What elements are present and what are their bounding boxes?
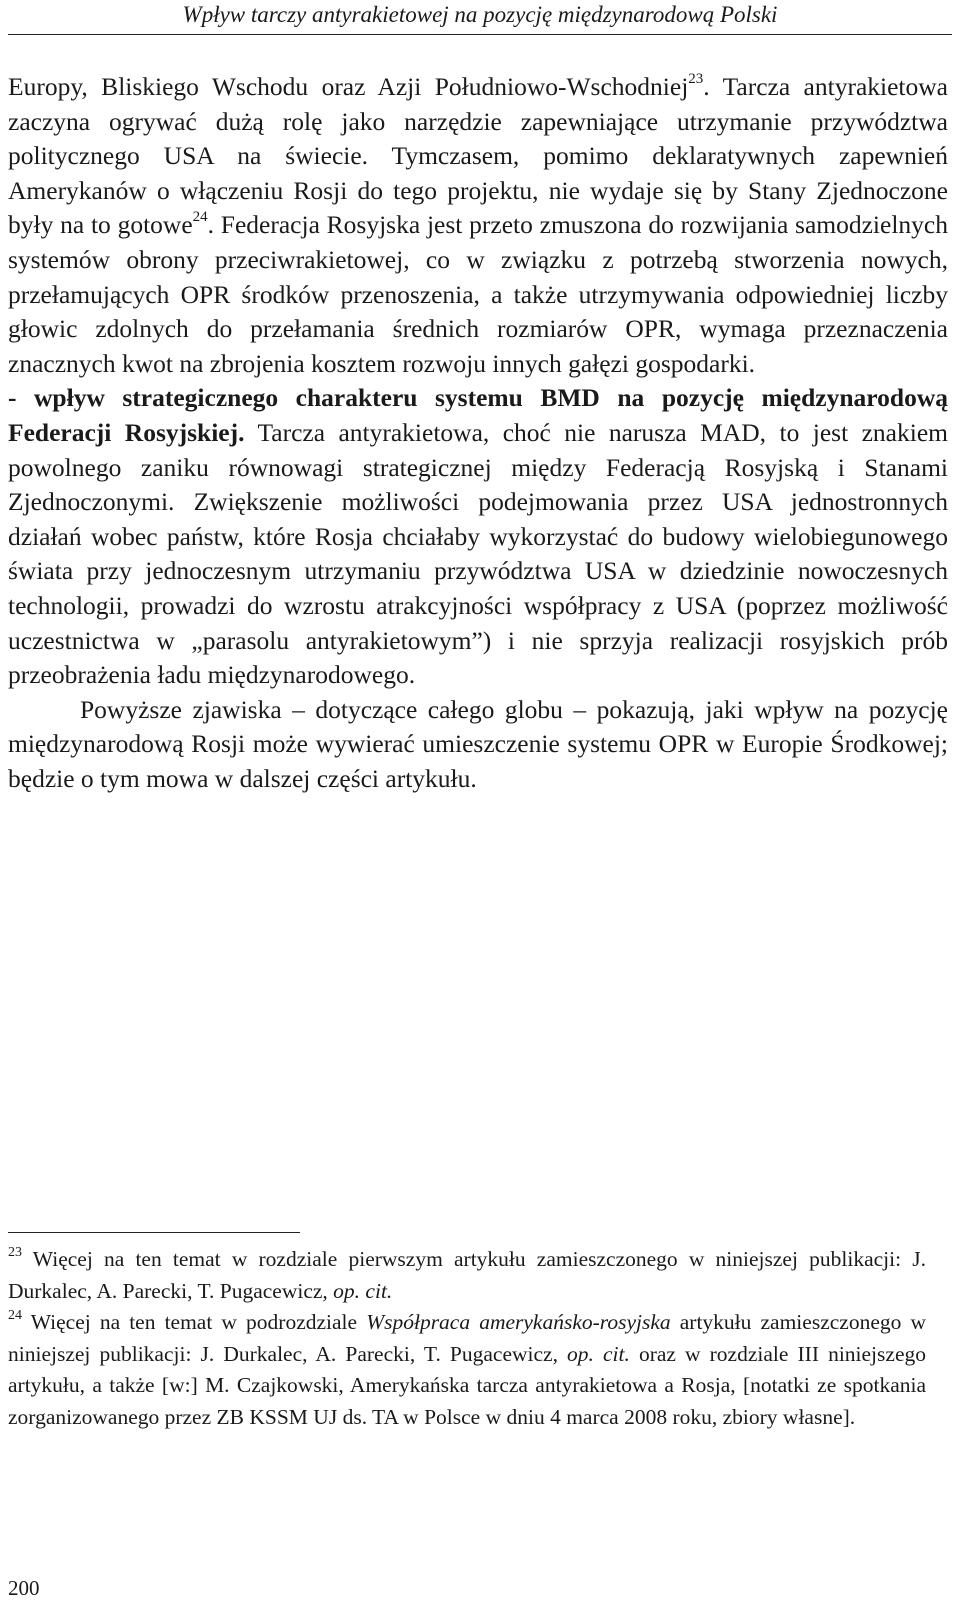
paragraph-2-bold-heading: - wpływ strategicznego charakteru systemu BMD na pozycję międzynarodową Federacji Rosyjskiej. [8,383,948,447]
footnote-number: 24 [8,1308,22,1324]
paragraph-2-text: Tarcza antyrakietowa, choć nie narusza MAD, to jest znakiem powolnego zaniku równowagi strategicznej między Federacją Rosyjską i Stanami Zjednoczonymi. Zwiększenie możliwości podejmowania przez USA jednostronnych działań wobec państw, które Rosja chciałaby wykorzystać do budowy wielobiegunowego świata przy jednoczesnym utrzymaniu przywództwa USA w dziedzinie nowoczesnych technologii, prowadzi do wzrostu atrakcyjności współpracy z USA (poprzez możliwość uczestnictwa w „parasolu antyrakietowym”) i nie sprzyja realizacji rosyjskich prób przeobrażenia ładu międzynarodowego. [8,417,948,690]
footnote-24-text-c: oraz w rozdziale III niniejszego artykułu, a także [w:] M. Czajkowski, Amerykańska tarcza antyrakietowa a Rosja, [notatki ze spotkania zorganizowanego przez ZB KSSM UJ ds. TA w Polsce w dniu 4 marca 2008 roku, zbiory własne]. [8,1341,926,1429]
footnote-ref-23: 23 [688,71,704,87]
running-header-title: Wpływ tarczy antyrakietowej na pozycję międzynarodową Polski [182,2,778,27]
footnote-ref-24: 24 [192,209,208,226]
footnote-number: 23 [8,1245,22,1260]
footnote-24 [8,1307,926,1433]
footnote-23-citation: op. cit. [333,1278,393,1303]
paragraph-1-text-c: . Federacja Rosyjska jest przeto zmuszona do rozwijania samodzielnych systemów obrony przeciwrakietowej, co w związku z potrzebą stworzenia nowych, przełamujących OPR środków przenoszenia, a także utrzymywania odpowiedniej liczby głowic zdolnych do przełamania średnich rozmiarów OPR, wymaga przeznaczenia znacznych kwot na zbrojenia kosztem rozwoju innych gałęzi gospodarki. [8,210,948,378]
paragraph-2 [8,381,948,692]
footnote-24-text-b: artykułu zamieszczonego w niniejszej publikacji: J. Durkalec, A. Parecki, T. Pugacewicz, [8,1310,926,1366]
paragraph-1-text-a: Europy, Bliskiego Wschodu oraz Azji Południowo-Wschodniej [8,72,689,101]
paragraph-1-text-b: . Tarcza antyrakietowa zaczyna ogrywać dużą rolę jako narzędzie zapewniające utrzymanie przywództwa politycznego USA na świecie. Tymczasem, pomimo deklaratywnych zapewnień Amerykanów o włączeniu Rosji do tego projektu, nie wydaje się by Stany Zjednoczone były na to gotowe [8,72,948,240]
paragraph-3: Powyższe zjawiska – dotyczące całego globu – pokazują, jaki wpływ na pozycję międzynarodową Rosji może wywierać umieszczenie systemu OPR w Europie Środkowej; będzie o tym mowa w dalszej części artykułu. [8,694,948,793]
paragraph-1 [8,70,948,381]
footnote-separator [8,1232,300,1233]
footnote-23-text: Więcej na ten temat w rozdziale pierwszym artykułu zamieszczonego w niniejszej publikacji: J. Durkalec, A. Parecki, T. Pugacewicz, [8,1247,926,1303]
footnote-24-text-a: Więcej na ten temat w podrozdziale [22,1310,367,1335]
running-header [8,0,952,35]
article-body [8,70,948,796]
footnote-24-title: Współpraca amerykańsko-rosyjska [366,1310,671,1335]
footnotes [8,1244,926,1434]
footnote-23 [8,1244,926,1307]
page-number: 200 [8,1576,40,1600]
footnote-24-citation: op. cit. [567,1341,630,1366]
